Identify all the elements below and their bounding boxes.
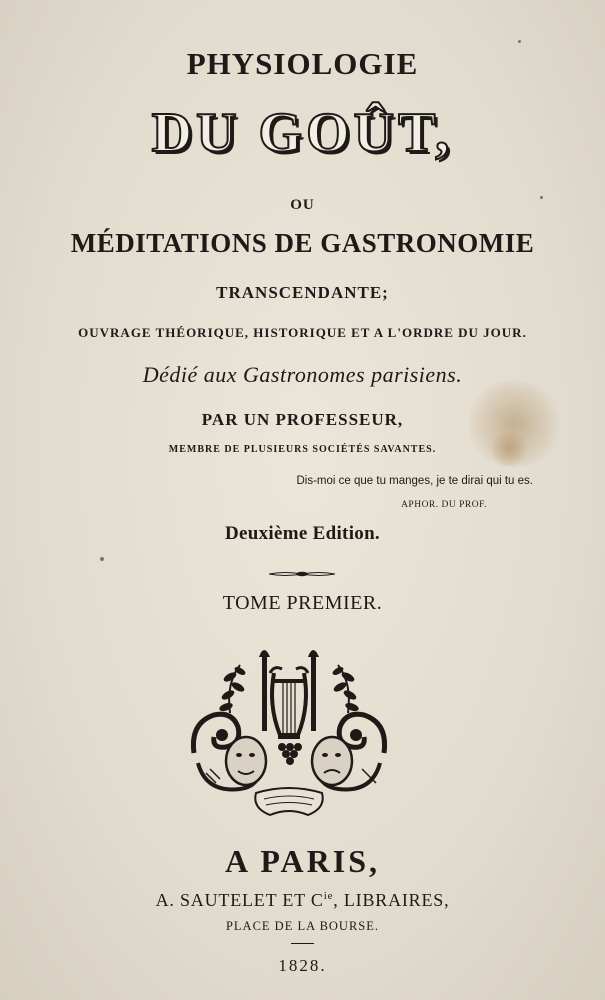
- edition-label: Deuxième Edition.: [225, 523, 380, 544]
- paper-speck: [518, 40, 521, 43]
- city: A PARIS,: [225, 843, 380, 879]
- subtitle-continuation: TRANSCENDANTE;: [216, 283, 389, 302]
- title-line-2: DU GOÛT,: [151, 102, 454, 164]
- author-detail: MEMBRE DE PLUSIEURS SOCIÉTÉS SAVANTES.: [168, 444, 437, 455]
- description-line: OUVRAGE THÉORIQUE, HISTORIQUE ET A L'ORDRE DU JOUR.: [78, 325, 527, 340]
- publisher: [0, 890, 605, 911]
- publisher-suffix: , LIBRAIRES,: [333, 890, 450, 910]
- publisher-address: PLACE DE LA BOURSE.: [225, 919, 380, 933]
- volume-label: TOME PREMIER.: [222, 592, 383, 614]
- publication-year: 1828.: [278, 956, 327, 975]
- short-rule: [291, 943, 314, 944]
- epigraph-attribution: APHOR. DU PROF.: [401, 500, 487, 510]
- dedication: Dédié aux Gastronomes parisiens.: [142, 362, 463, 387]
- epigraph: Dis-moi ce que tu manges, je te dirai qui tu es.: [296, 475, 533, 487]
- author-line: PAR UN PROFESSEUR,: [201, 410, 404, 429]
- title-conjunction: OU: [290, 197, 315, 213]
- ornamental-rule: [269, 570, 335, 578]
- paper-speck: [100, 557, 104, 561]
- publisher-superscript: ie: [323, 890, 334, 902]
- title-line-1: PHYSIOLOGIE: [186, 46, 419, 81]
- lyre-vignette-icon: [186, 643, 392, 833]
- publisher-name: A. SAUTELET ET C: [155, 890, 324, 910]
- subtitle: MÉDITATIONS DE GASTRONOMIE: [70, 228, 535, 258]
